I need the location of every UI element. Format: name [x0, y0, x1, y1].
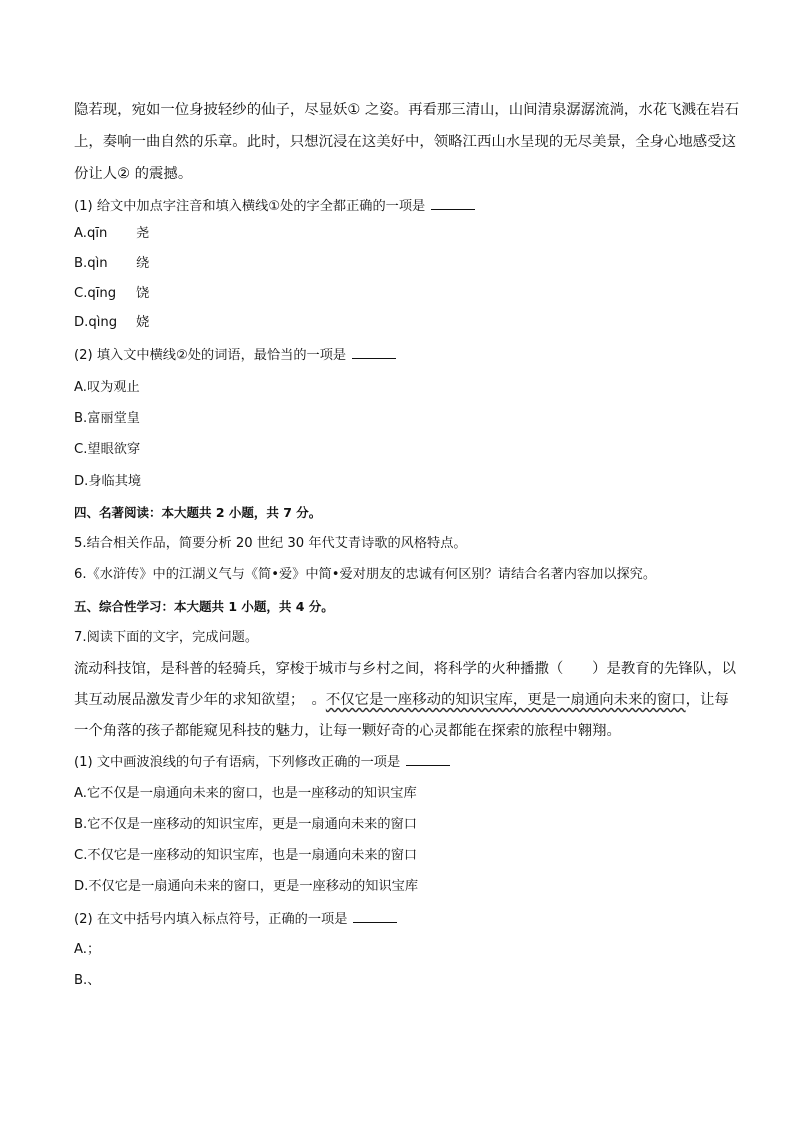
- wavy-underlined-sentence: 不仅它是一座移动的知识宝库，更是一扇通向未来的窗口: [325, 692, 686, 708]
- question-text: 6.《水浒传》中的江湖义气与《简•爱》中简•爱对朋友的忠诚有何区别？请结合名著内容加以探究。: [74, 567, 657, 582]
- passage-line: 隐若现，宛如一位身披轻纱的仙子，尽显妖① 之姿。再看那三清山，山间清泉潺潺流淌，水花飞溅在岩石: [74, 102, 740, 118]
- option: C.不仅它是一座移动的知识宝库，也是一扇通向未来的窗口: [74, 848, 418, 863]
- option: D.qìng 娆: [74, 315, 150, 330]
- question-stem: (1) 文中画波浪线的句子有语病，下列修改正确的一项是: [74, 752, 450, 773]
- option: A.qīn 尧: [74, 226, 150, 241]
- question-stem: (1) 给文中加点字注音和填入横线①处的字全都正确的一项是: [74, 196, 475, 217]
- question-stem: (2) 填入文中横线②处的词语，最恰当的一项是: [74, 345, 396, 366]
- option: A.它不仅是一扇通向未来的窗口，也是一座移动的知识宝库: [74, 786, 417, 801]
- option: B.富丽堂皇: [74, 411, 140, 426]
- answer-blank: [353, 909, 397, 923]
- option: B.、: [74, 973, 101, 988]
- option: B.qìn 绕: [74, 256, 150, 271]
- question-stem: (2) 在文中括号内填入标点符号，正确的一项是: [74, 909, 397, 930]
- passage-line: 流动科技馆，是科普的轻骑兵，穿梭于城市与乡村之间，将科学的火种播撒（ ）是教育的先锋队，以: [74, 661, 736, 677]
- passage-line: 份让人② 的震撼。: [74, 166, 193, 182]
- option: C.望眼欲穿: [74, 442, 141, 457]
- option: A.叹为观止: [74, 380, 140, 395]
- answer-blank: [352, 345, 396, 359]
- option: D.不仅它是一扇通向未来的窗口，更是一座移动的知识宝库: [74, 879, 419, 894]
- option: D.身临其境: [74, 474, 142, 489]
- answer-blank: [431, 196, 475, 210]
- answer-blank: [406, 752, 450, 766]
- section-heading: 四、名著阅读：本大题共 2 小题，共 7 分。: [74, 505, 322, 520]
- passage-line: 一个角落的孩子都能窥见科技的魅力，让每一颗好奇的心灵都能在探索的旅程中翱翔。: [74, 723, 621, 739]
- question-text: 5.结合相关作品，简要分析 20 世纪 30 年代艾青诗歌的风格特点。: [74, 536, 467, 551]
- passage-line: 上，奏响一曲自然的乐章。此时，只想沉浸在这美好中，领略江西山水呈现的无尽美景，全身心地感受这: [74, 134, 736, 150]
- passage-line: 其互动展品激发青少年的求知欲望； 。不仅它是一座移动的知识宝库，更是一扇通向未来的窗口，让每: [74, 692, 729, 708]
- question-text: 7.阅读下面的文字，完成问题。: [74, 630, 259, 645]
- option: C.qīng 饶: [74, 286, 150, 301]
- option: A.；: [74, 942, 101, 957]
- option: B.它不仅是一座移动的知识宝库，更是一扇通向未来的窗口: [74, 817, 417, 832]
- section-heading: 五、综合性学习：本大题共 1 小题，共 4 分。: [74, 599, 334, 614]
